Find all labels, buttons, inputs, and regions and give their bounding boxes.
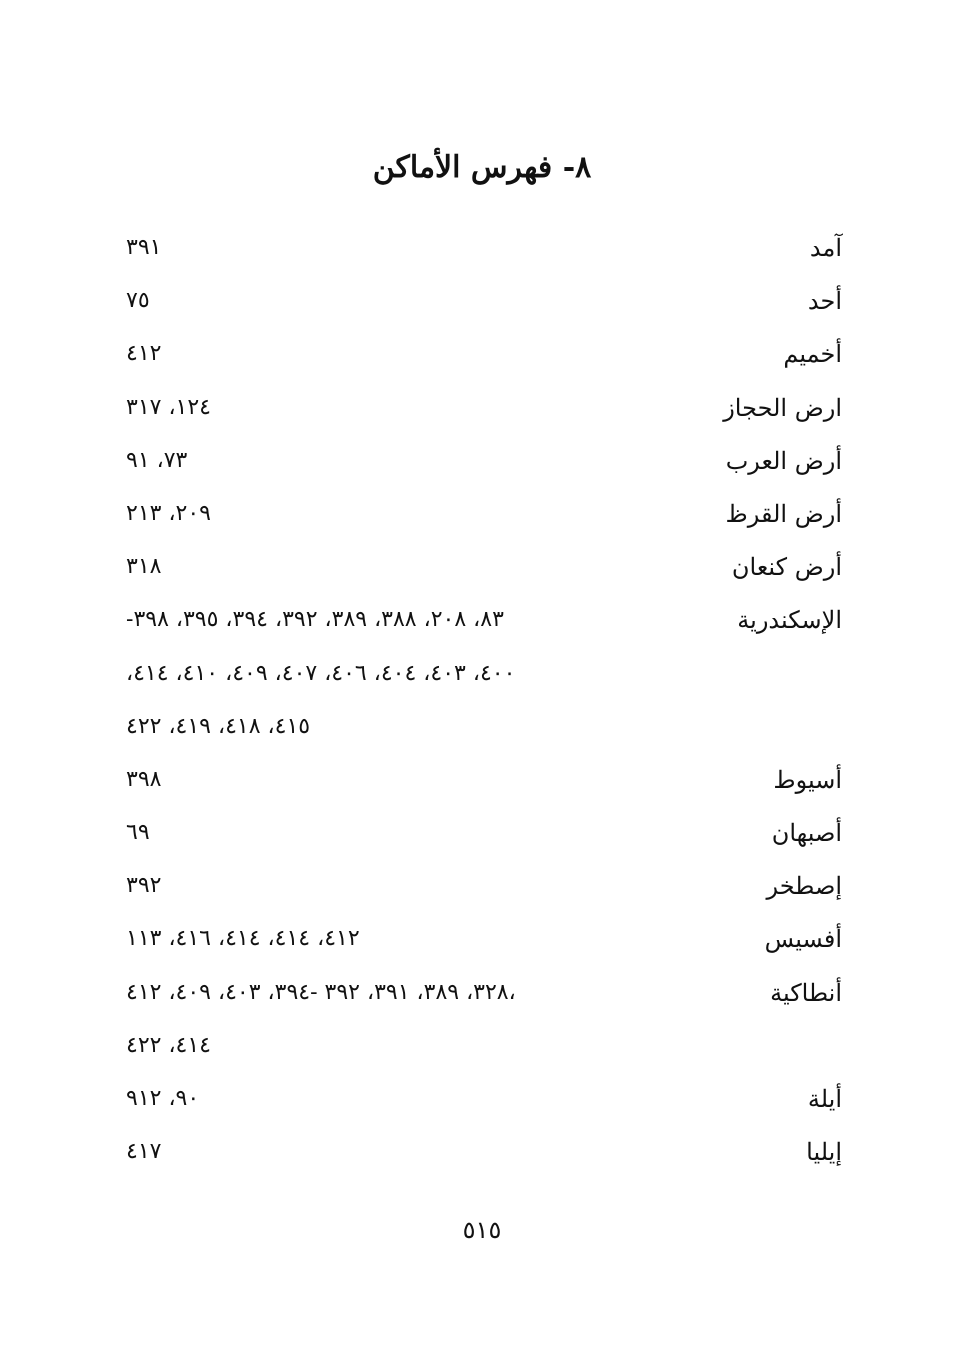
- index-entry: [0, 864, 964, 917]
- place-name: أخميم: [783, 340, 842, 369]
- places-index-list: [0, 226, 964, 1183]
- index-entry: [0, 1077, 964, 1130]
- index-entry: [0, 811, 964, 864]
- page-references: ٤١٢، ٤١٤، ٤١٤، ٤١٦، ١١٣: [126, 926, 360, 952]
- page-references: ٤١٤، ٤٢٢: [126, 1032, 211, 1058]
- place-name: أحد: [807, 287, 842, 316]
- page-references: ٤٠٠، ٤٠٣، ٤٠٤، ٤٠٦، ٤٠٧، ٤٠٩، ٤١٠، ٤١٤،: [126, 660, 516, 686]
- index-entry: [0, 1130, 964, 1183]
- place-name: الإسكندرية: [737, 606, 842, 635]
- page-references: ٧٣، ٩١: [126, 447, 188, 473]
- place-name: إصطخر: [766, 872, 842, 901]
- page-references: ٢٠٩، ٢١٣: [126, 500, 211, 526]
- index-entry-continuation: [0, 652, 964, 705]
- index-entry: [0, 279, 964, 332]
- index-entry-continuation: [0, 1024, 964, 1077]
- page-title: ٨- فهرس الأماكن: [372, 150, 592, 186]
- index-entry-continuation: [0, 705, 964, 758]
- page-references: ٣٩٨: [126, 766, 162, 792]
- page-references: ٦٩: [126, 820, 150, 846]
- page-references: ٤١٢: [126, 341, 162, 367]
- index-entry: [0, 439, 964, 492]
- place-name: أرض العرب: [725, 446, 842, 475]
- page-references: ١٢٤، ٣١٧: [126, 394, 211, 420]
- page-references: ٤١٧: [126, 1139, 162, 1165]
- index-entry: [0, 758, 964, 811]
- page-references: ٣٩٢: [126, 873, 162, 899]
- place-name: أيلة: [807, 1085, 842, 1113]
- place-name: أفسيس: [764, 925, 842, 954]
- index-entry: [0, 545, 964, 598]
- page-references: ٧٥: [126, 288, 150, 314]
- page-references: ،٣٢٨، ٣٨٩، ٣٩١، ٣٩٢ -٣٩٤، ٤٠٣، ٤٠٩، ٤١٢: [126, 979, 516, 1005]
- place-name: أرض كنعان: [731, 553, 842, 582]
- place-name: إيليا: [806, 1138, 842, 1167]
- index-entry: [0, 332, 964, 385]
- place-name: أرض القرظ: [725, 499, 842, 528]
- page-references: ٨٣، ٢٠٨، ٣٨٨، ٣٨٩، ٣٩٢، ٣٩٤، ٣٩٥، ٣٩٨-: [126, 607, 504, 633]
- page-references: ٩٠، ٩١٢: [126, 1086, 200, 1111]
- place-name: أسيوط: [773, 765, 842, 794]
- index-entry: [0, 226, 964, 279]
- index-entry: [0, 971, 964, 1024]
- place-name: أنطاكية: [770, 978, 842, 1007]
- place-name: أصبهان: [771, 819, 842, 848]
- index-entry: [0, 917, 964, 970]
- page-references: ٣١٨: [126, 554, 162, 580]
- place-name: ارض الحجاز: [723, 393, 842, 422]
- page-references: ٣٩١: [126, 235, 162, 260]
- page-number: ٥١٥: [462, 1216, 502, 1244]
- place-name: آمد: [809, 234, 842, 262]
- index-entry: [0, 598, 964, 651]
- index-entry: [0, 492, 964, 545]
- index-entry: [0, 386, 964, 439]
- page-references: ٤١٥، ٤١٨، ٤١٩، ٤٢٢: [126, 713, 311, 739]
